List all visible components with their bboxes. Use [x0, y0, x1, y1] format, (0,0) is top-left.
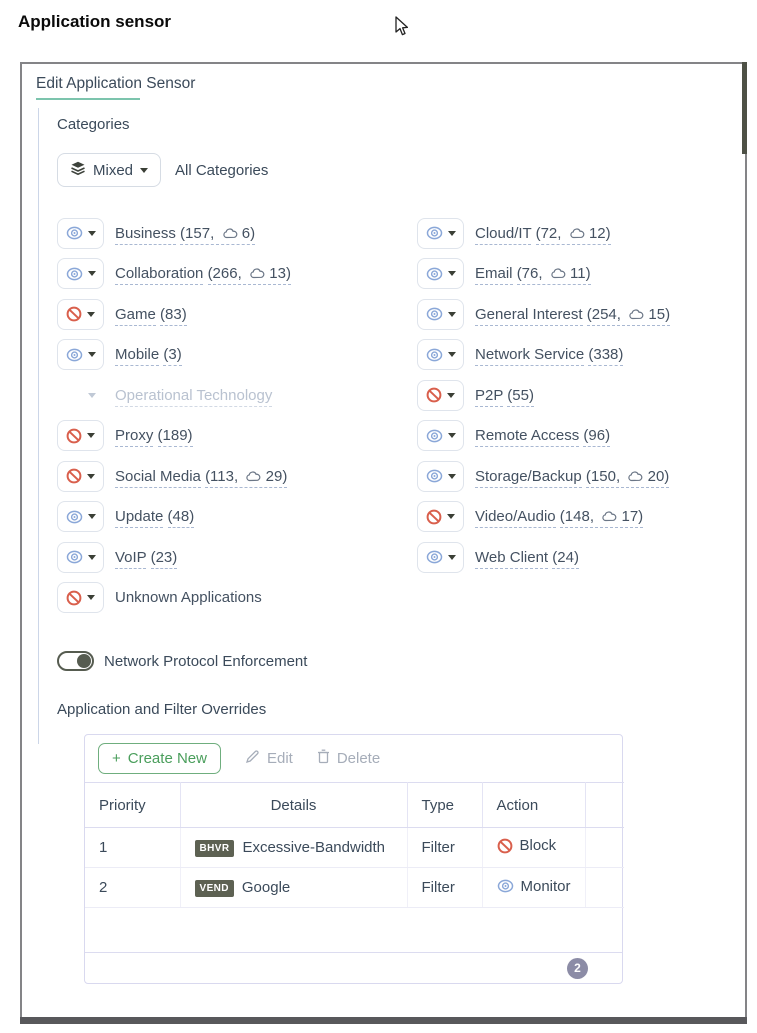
category-label[interactable]: Business (157, 6)	[115, 225, 255, 242]
category-label[interactable]: Storage/Backup (150, 20)	[475, 468, 669, 485]
cloud-icon	[602, 511, 617, 522]
cell-type: Filter	[407, 868, 482, 908]
category-label[interactable]: Remote Access (96)	[475, 427, 610, 444]
categories-label: Categories	[57, 116, 130, 133]
category-item-left-9	[57, 578, 417, 619]
chevron-down-icon	[140, 168, 148, 173]
chevron-down-icon	[447, 514, 455, 519]
category-counts: (254, 15)	[587, 306, 670, 326]
monitor-icon	[426, 307, 443, 321]
chevron-down-icon	[88, 271, 96, 276]
cell-details: BHVR Excessive-Bandwidth	[180, 828, 407, 868]
category-counts: (338)	[588, 346, 623, 366]
col-priority[interactable]: Priority	[85, 783, 180, 828]
category-label[interactable]: Web Client (24)	[475, 549, 579, 566]
toggle-label: Network Protocol Enforcement	[104, 652, 308, 670]
cloud-icon	[629, 309, 644, 320]
monitor-icon	[66, 550, 83, 564]
monitor-action-dropdown-button[interactable]	[57, 218, 104, 249]
monitor-action-dropdown-button[interactable]	[57, 542, 104, 573]
monitor-action-dropdown-button[interactable]	[57, 339, 104, 370]
horizontal-scrollbar[interactable]	[20, 1017, 747, 1024]
block-action-dropdown-button[interactable]	[417, 501, 464, 532]
chevron-down-icon	[88, 555, 96, 560]
category-label[interactable]: Network Service (338)	[475, 346, 623, 363]
table-footer	[85, 952, 622, 983]
category-item-right-4	[417, 375, 749, 416]
mouse-cursor	[394, 16, 409, 42]
block-icon	[66, 428, 82, 444]
pencil-icon	[245, 749, 260, 768]
category-counts: (189)	[158, 427, 193, 447]
category-counts: (157, 6)	[180, 225, 255, 245]
chevron-down-icon	[448, 555, 456, 560]
table-empty-area	[85, 908, 622, 952]
category-item-right-8	[417, 537, 749, 578]
plus-icon: +	[112, 750, 121, 767]
toggle-knob	[77, 654, 91, 668]
block-action-dropdown-button[interactable]	[57, 461, 104, 492]
scope-button-label: Mixed	[93, 161, 134, 179]
col-action[interactable]: Action	[482, 783, 585, 828]
page-title: Application sensor	[18, 12, 172, 31]
trash-icon	[317, 749, 330, 768]
monitor-icon	[426, 429, 443, 443]
monitor-action-dropdown-button[interactable]	[417, 258, 464, 289]
category-label[interactable]: Mobile (3)	[115, 346, 182, 363]
category-label[interactable]: Video/Audio (148, 17)	[475, 508, 643, 525]
table-header-row	[85, 783, 624, 828]
monitor-action-dropdown-button[interactable]	[417, 542, 464, 573]
chevron-down-icon	[448, 433, 456, 438]
panel-title-underline	[36, 98, 140, 100]
category-label[interactable]: Collaboration (266, 13)	[115, 265, 291, 282]
type-badge: VEND	[195, 880, 234, 897]
create-new-label: Create New	[127, 750, 207, 767]
panel-title: Edit Application Sensor	[36, 75, 196, 92]
category-label[interactable]: Update (48)	[115, 508, 194, 525]
monitor-action-dropdown-button[interactable]	[57, 501, 104, 532]
category-label[interactable]: Social Media (113, 29)	[115, 468, 287, 485]
chevron-down-icon	[448, 271, 456, 276]
category-item-left-5	[57, 416, 417, 457]
delete-label: Delete	[336, 750, 381, 767]
chevron-down-icon	[87, 595, 95, 600]
category-counts: (113, 29)	[205, 468, 287, 488]
chevron-down-icon	[448, 352, 456, 357]
create-new-button[interactable]	[98, 743, 221, 774]
monitor-icon	[426, 226, 443, 240]
chevron-down-icon	[87, 474, 95, 479]
chevron-down-icon	[88, 393, 96, 398]
category-counts: (96)	[583, 427, 610, 447]
category-item-left-2	[57, 294, 417, 335]
category-counts: (55)	[507, 387, 534, 407]
chevron-down-icon	[448, 312, 456, 317]
network-protocol-enforcement-toggle[interactable]	[57, 651, 94, 671]
category-label[interactable]: Email (76, 11)	[475, 265, 591, 282]
layers-icon	[70, 160, 86, 180]
cell-action: Monitor	[482, 868, 585, 908]
block-action-dropdown-button[interactable]	[57, 299, 104, 330]
monitor-action-dropdown-button[interactable]	[417, 339, 464, 370]
category-label[interactable]: VoIP (23)	[115, 549, 177, 566]
category-counts: (24)	[552, 549, 579, 569]
monitor-action-dropdown-button[interactable]	[417, 218, 464, 249]
block-icon	[426, 509, 442, 525]
block-icon	[497, 838, 513, 854]
category-label[interactable]: General Interest (254, 15)	[475, 306, 670, 323]
category-label[interactable]: Cloud/IT (72, 12)	[475, 225, 611, 242]
category-counts: (23)	[151, 549, 178, 569]
category-counts: (3)	[163, 346, 181, 366]
scope-caption: All Categories	[175, 161, 269, 179]
cell-gutter	[585, 828, 624, 868]
categories-grid	[57, 213, 745, 618]
category-scope-dropdown-button[interactable]	[57, 153, 161, 187]
block-action-dropdown-button[interactable]	[57, 420, 104, 451]
table-row[interactable]	[85, 828, 624, 868]
category-item-left-8	[57, 537, 417, 578]
block-action-dropdown-button[interactable]	[57, 582, 104, 613]
overrides-table	[85, 782, 624, 908]
category-counts: (76, 11)	[517, 265, 591, 285]
col-details[interactable]: Details	[180, 783, 407, 828]
category-label: Operational Technology	[115, 387, 272, 404]
cell-priority: 2	[85, 868, 180, 908]
category-item-left-7	[57, 497, 417, 538]
category-item-right-3	[417, 335, 749, 376]
block-action-dropdown-button[interactable]	[417, 380, 464, 411]
chevron-down-icon	[88, 231, 96, 236]
chevron-down-icon	[87, 312, 95, 317]
category-item-right-1	[417, 254, 749, 295]
category-counts: (72, 12)	[536, 225, 611, 245]
monitor-icon	[426, 550, 443, 564]
block-icon	[66, 306, 82, 322]
monitor-icon	[426, 348, 443, 362]
category-item-right-5	[417, 416, 749, 457]
category-counts: (150, 20)	[586, 468, 669, 488]
monitor-icon	[426, 267, 443, 281]
cell-action: Block	[482, 828, 585, 868]
delete-button[interactable]	[317, 749, 380, 768]
chevron-down-icon	[87, 433, 95, 438]
category-disabled-caret	[57, 393, 104, 398]
cell-details: VEND Google	[180, 868, 407, 908]
monitor-icon	[66, 267, 83, 281]
monitor-icon	[426, 469, 443, 483]
cloud-icon	[223, 228, 238, 239]
monitor-icon	[66, 226, 83, 240]
edit-button[interactable]	[245, 749, 293, 768]
cloud-icon	[551, 268, 566, 279]
edit-panel	[20, 62, 747, 1024]
form-indent-line	[38, 108, 39, 744]
category-label[interactable]: Proxy (189)	[115, 427, 193, 444]
cloud-icon	[570, 228, 585, 239]
overrides-label: Application and Filter Overrides	[57, 701, 267, 718]
category-counts: (148, 17)	[560, 508, 643, 528]
cell-type: Filter	[407, 828, 482, 868]
chevron-down-icon	[88, 352, 96, 357]
col-gutter	[585, 783, 624, 828]
type-badge: BHVR	[195, 840, 235, 857]
chevron-down-icon	[448, 474, 456, 479]
cloud-icon	[250, 268, 265, 279]
chevron-down-icon	[448, 231, 456, 236]
cloud-icon	[246, 471, 261, 482]
category-item-left-6	[57, 456, 417, 497]
row-count-badge: 2	[567, 958, 588, 979]
category-label[interactable]: P2P (55)	[475, 387, 534, 404]
category-item-right-7	[417, 497, 749, 538]
table-row[interactable]	[85, 868, 624, 908]
block-icon	[66, 590, 82, 606]
block-icon	[426, 387, 442, 403]
category-item-right-0	[417, 213, 749, 254]
category-item-left-1	[57, 254, 417, 295]
category-item-left-3	[57, 335, 417, 376]
block-icon	[66, 468, 82, 484]
category-counts: (266, 13)	[208, 265, 291, 285]
category-item-right-2	[417, 294, 749, 335]
vertical-scrollbar-thumb[interactable]	[742, 62, 747, 154]
category-counts: (48)	[168, 508, 195, 528]
col-type[interactable]: Type	[407, 783, 482, 828]
cell-priority: 1	[85, 828, 180, 868]
chevron-down-icon	[88, 514, 96, 519]
category-empty-cell	[417, 578, 749, 619]
category-item-left-4	[57, 375, 417, 416]
cloud-icon	[628, 471, 643, 482]
category-label[interactable]: Unknown Applications	[115, 589, 262, 607]
edit-label: Edit	[266, 750, 293, 767]
category-item-left-0	[57, 213, 417, 254]
monitor-action-dropdown-button[interactable]	[417, 299, 464, 330]
category-label[interactable]: Game (83)	[115, 306, 187, 323]
overrides-toolbar	[85, 735, 622, 782]
monitor-icon	[497, 879, 514, 893]
chevron-down-icon	[447, 393, 455, 398]
overrides-table-box	[84, 734, 623, 984]
monitor-action-dropdown-button[interactable]	[417, 420, 464, 451]
cell-gutter	[585, 868, 624, 908]
monitor-action-dropdown-button[interactable]	[57, 258, 104, 289]
monitor-icon	[66, 348, 83, 362]
monitor-icon	[66, 510, 83, 524]
monitor-action-dropdown-button[interactable]	[417, 461, 464, 492]
category-item-right-6	[417, 456, 749, 497]
category-counts: (83)	[160, 306, 187, 326]
